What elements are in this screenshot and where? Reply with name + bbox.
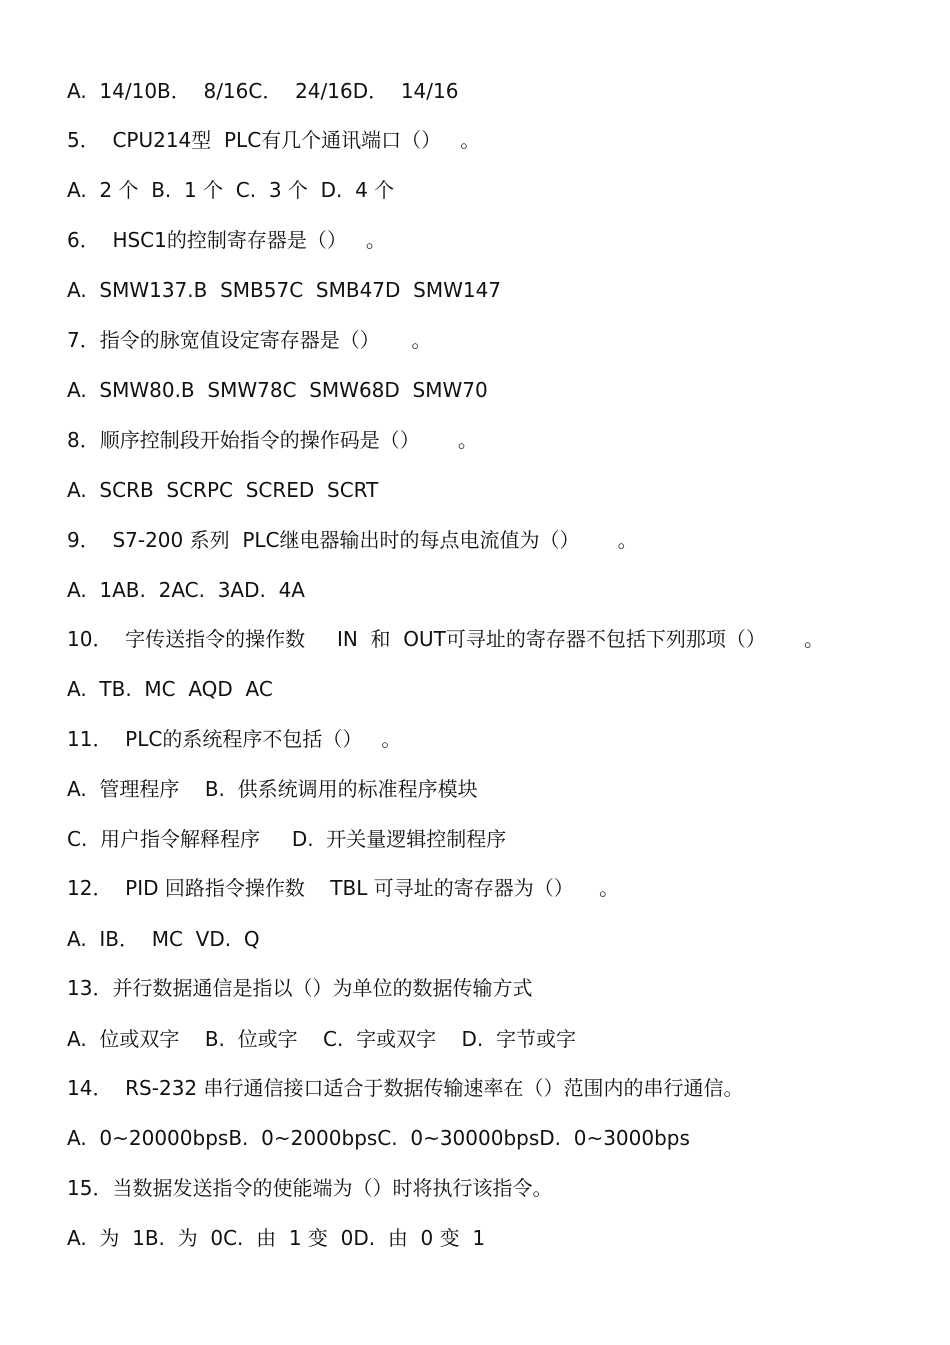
text-line-a-options-q12: A. IB． MC VD. Q — [67, 927, 260, 951]
text-line-question-10: 10． 字传送指令的操作数 IN 和 OUT可寻址的寄存器不包括下列那项（） 。 — [67, 627, 824, 651]
text-line-a-options-q11: A. 管理程序 B. 供系统调用的标准程序模块 — [67, 777, 478, 801]
text-line-a-options-q5: A. 2 个 B. 1 个 C. 3 个 D. 4 个 — [67, 178, 395, 202]
text-line-question-6: 6． HSC1的控制寄存器是（） 。 — [67, 228, 386, 252]
text-line-question-12: 12． PID 回路指令操作数 TBL 可寻址的寄存器为（） 。 — [67, 876, 620, 900]
text-line-a-options-q4: A. 14/10B． 8/16C． 24/16D． 14/16 — [67, 79, 459, 103]
text-line-a-options-q14: A. 0~20000bpsB. 0~2000bpsC. 0~30000bpsD. 0~3000bps — [67, 1126, 690, 1150]
text-line-question-11: 11． PLC的系统程序不包括（） 。 — [67, 727, 402, 751]
text-line-a-options-q10: A. TB. MC AQD AC — [67, 677, 273, 701]
text-line-question-5: 5． CPU214型 PLC有几个通讯端口（） 。 — [67, 128, 481, 152]
text-line-a-options-q6: A. SMW137.B SMB57C SMB47D SMW147 — [67, 278, 502, 302]
text-line-a-options-q15: A. 为 1B. 为 0C. 由 1 变 0D. 由 0 变 1 — [67, 1226, 486, 1250]
text-line-a-options-q8: A. SCRB SCRPC SCRED SCRT — [67, 478, 379, 502]
text-line-a-options-q7: A. SMW80.B SMW78C SMW68D SMW70 — [67, 378, 488, 402]
text-line-question-7: 7．指令的脉宽值设定寄存器是（） 。 — [67, 328, 432, 352]
text-line-question-13: 13．并行数据通信是指以（）为单位的数据传输方式 — [67, 976, 533, 1000]
text-line-question-15: 15．当数据发送指令的使能端为（）时将执行该指令。 — [67, 1176, 553, 1200]
text-line-question-8: 8．顺序控制段开始指令的操作码是（） 。 — [67, 428, 478, 452]
text-line-a-options-q13: A. 位或双字 B. 位或字 C. 字或双字 D. 字节或字 — [67, 1027, 576, 1051]
text-line-a-options-q9: A. 1AB. 2AC. 3AD. 4A — [67, 578, 305, 602]
text-line-question-9: 9． S7-200 系列 PLC继电器输出时的每点电流值为（） 。 — [67, 528, 638, 552]
text-line-c-options-q11: C. 用户指令解释程序 D. 开关量逻辑控制程序 — [67, 827, 507, 851]
text-line-question-14: 14． RS-232 串行通信接口适合于数据传输速率在（）范围内的串行通信。 — [67, 1076, 744, 1100]
